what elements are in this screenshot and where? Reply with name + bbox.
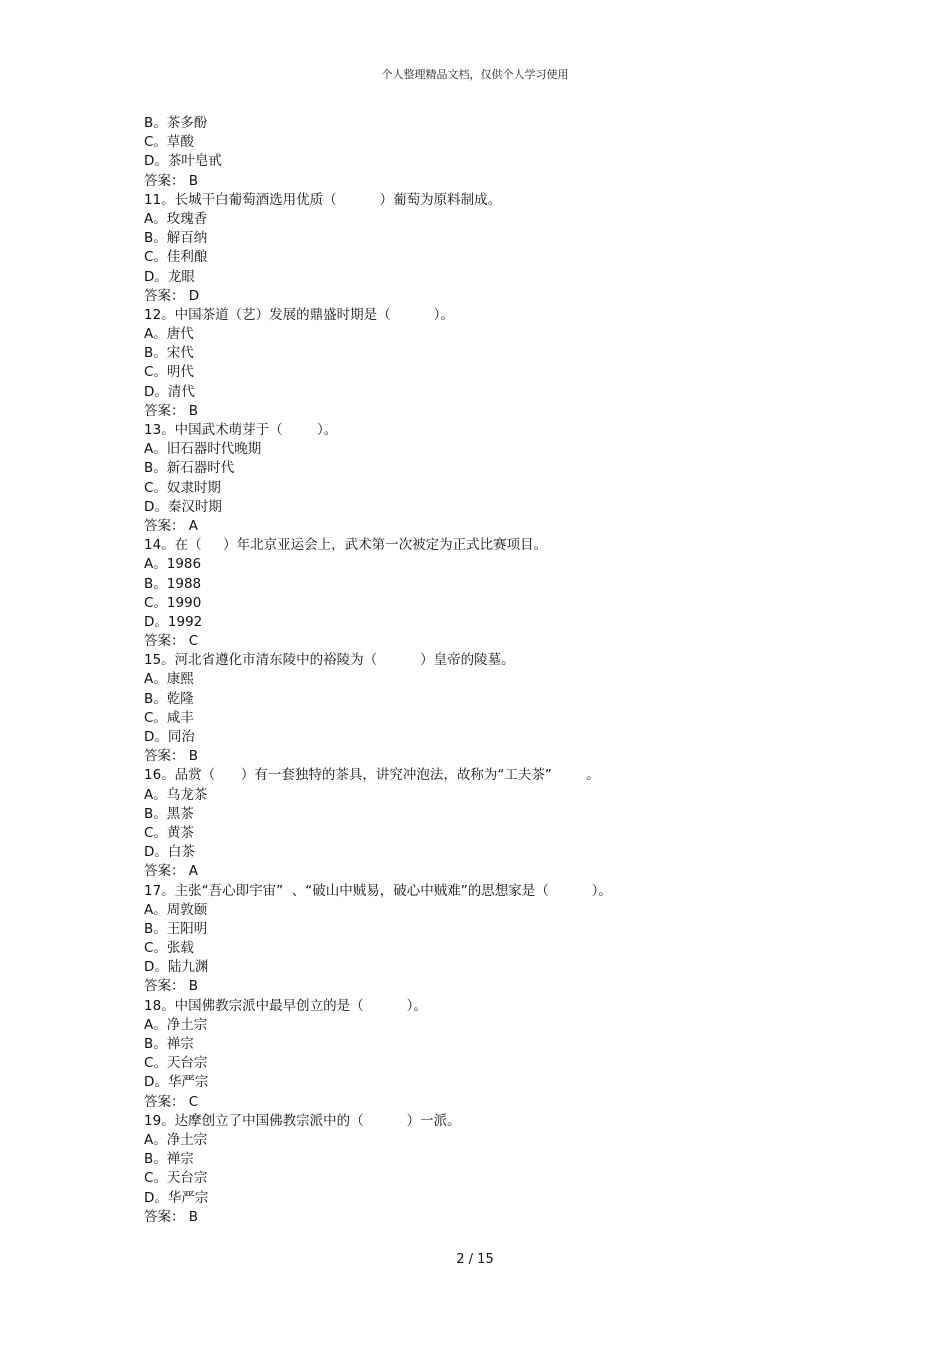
option-line: C。佳利酿 (144, 249, 208, 266)
option-line: B。1988 (144, 575, 202, 592)
document-body (144, 114, 804, 1227)
answer-line: 答案： A (144, 517, 199, 534)
question-line: 11。长城干白葡萄酒选用优质（ ）葡萄为原料制成。 (144, 191, 502, 208)
question-line: 16。品赏（ ）有一套独特的茶具，讲究冲泡法，故称为“工夫茶” 。 (144, 767, 600, 784)
option-line: C。黄茶 (144, 824, 194, 841)
option-line: B。禅宗 (144, 1151, 194, 1168)
option-line: C。1990 (144, 594, 202, 611)
option-line: B。黑茶 (144, 805, 194, 822)
answer-line: 答案： B (144, 402, 199, 419)
option-line: B。新石器时代 (144, 460, 235, 477)
question-line: 15。河北省遵化市清东陵中的裕陵为（ ）皇帝的陵墓。 (144, 652, 515, 669)
answer-line: 答案： B (144, 748, 199, 765)
option-line: B。解百纳 (144, 230, 208, 247)
option-line: C。明代 (144, 364, 194, 381)
option-line: D。清代 (144, 383, 195, 400)
option-line: D。同治 (144, 729, 195, 745)
option-line: D。茶叶皂甙 (144, 153, 222, 170)
page-number: 2 / 15 (456, 1252, 494, 1267)
answer-line: 答案： C (144, 633, 199, 650)
question-line: 13。中国武术萌芽于（ ）。 (144, 422, 338, 438)
answer-line: 答案： B (144, 1208, 199, 1225)
option-line: A。玫瑰香 (144, 210, 208, 227)
option-line: A。净土宗 (144, 1131, 208, 1148)
question-line: 14。在（ ）年北京亚运会上，武术第一次被定为正式比赛项目。 (144, 537, 548, 554)
answer-line: 答案： A (144, 863, 199, 880)
option-line: C。咸丰 (144, 709, 194, 726)
question-line: 12。中国茶道（艺）发展的鼎盛时期是（ ）。 (144, 306, 454, 323)
option-line: B。茶多酚 (144, 115, 208, 131)
option-line: D。秦汉时期 (144, 498, 222, 515)
option-line: D。华严宗 (144, 1189, 209, 1206)
answer-line: 答案： B (144, 172, 199, 189)
option-line: A。净土宗 (144, 1016, 208, 1033)
page-header: 个人整理精品文档，仅供个人学习使用 (381, 68, 569, 81)
question-line: 17。主张“吾心即宇宙” 、“破山中贼易，破心中贼难”的思想家是（ ）。 (144, 882, 612, 899)
option-line: A。乌龙茶 (144, 786, 208, 803)
question-line: 19。达摩创立了中国佛教宗派中的（ ）一派。 (144, 1112, 461, 1129)
option-line: D。华严宗 (144, 1074, 209, 1091)
answer-line: 答案： D (144, 287, 200, 304)
option-line: A。周敦颐 (144, 901, 208, 918)
option-line: D。白茶 (144, 844, 195, 861)
option-line: C。草酸 (144, 134, 194, 151)
answer-line: 答案： C (144, 1093, 199, 1110)
option-line: B。禅宗 (144, 1036, 194, 1052)
option-line: B。乾隆 (144, 690, 194, 707)
option-line: B。王阳明 (144, 920, 208, 937)
option-line: A。旧石器时代晚期 (144, 441, 262, 458)
option-line: A。康熙 (144, 671, 194, 688)
option-line: C。张载 (144, 940, 194, 957)
option-line: C。天台宗 (144, 1055, 208, 1072)
option-line: C。天台宗 (144, 1170, 208, 1187)
answer-line: 答案： B (144, 978, 199, 995)
option-line: C。奴隶时期 (144, 479, 221, 496)
option-line: D。陆九渊 (144, 959, 209, 976)
question-line: 18。中国佛教宗派中最早创立的是（ ）。 (144, 997, 427, 1014)
option-line: B。宋代 (144, 345, 194, 362)
option-line: D。1992 (144, 613, 203, 630)
option-line: A。唐代 (144, 326, 194, 343)
option-line: D。龙眼 (144, 268, 195, 285)
option-line: A。1986 (144, 556, 202, 573)
